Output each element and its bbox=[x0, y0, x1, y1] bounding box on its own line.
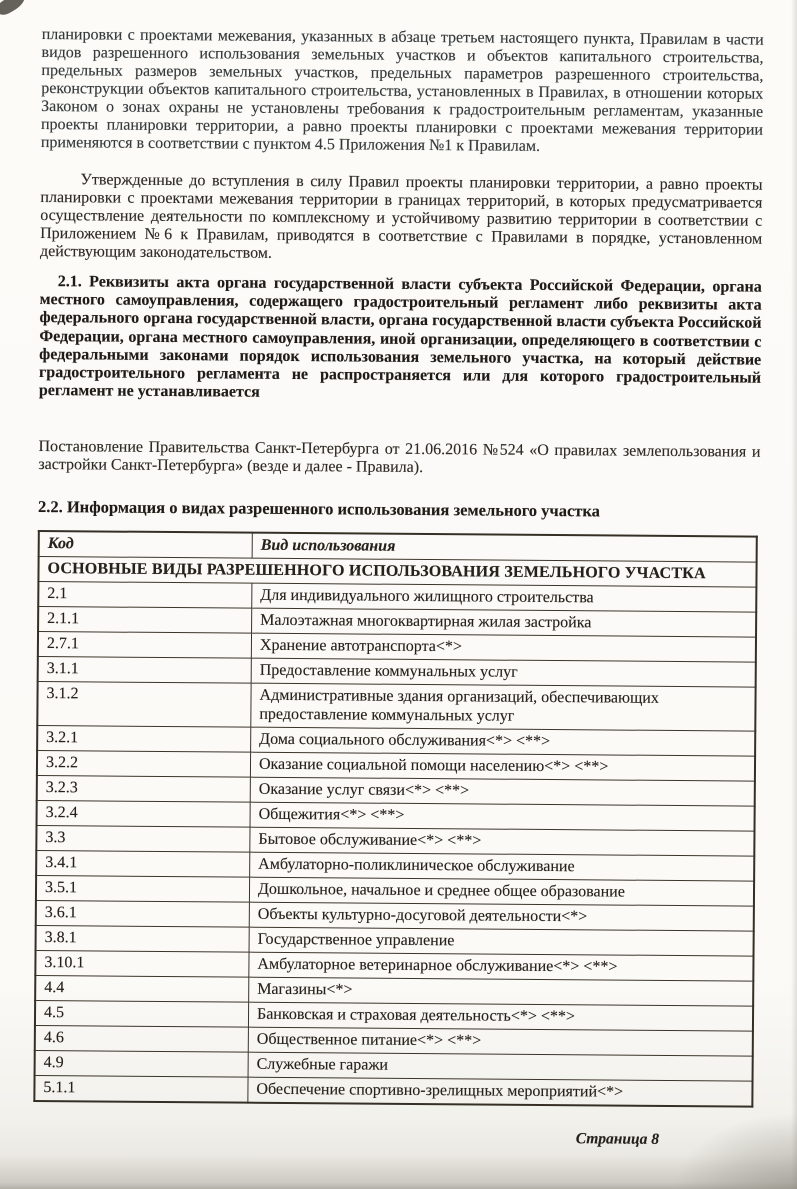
use-cell: Оказание услуг связи<*> <**> bbox=[250, 777, 755, 806]
use-cell: Амбулаторно-поликлиническое обслуживание bbox=[250, 852, 755, 881]
use-cell: Объекты культурно-досуговой деятельности<*> bbox=[249, 902, 754, 931]
use-cell: Обеспечение спортивно-зрелищных мероприятий<*> bbox=[248, 1077, 753, 1106]
section-2-2-heading: 2.2. Информация о видах разрешенного использования земельного участка bbox=[37, 496, 601, 521]
code-column-header: Код bbox=[39, 531, 253, 558]
use-cell: Амбулаторное ветеринарное обслуживание<*> <**> bbox=[249, 952, 754, 981]
table-row bbox=[37, 681, 755, 731]
code-cell: 2.7.1 bbox=[38, 631, 252, 658]
code-cell: 2.1.1 bbox=[38, 606, 252, 633]
code-cell: 4.9 bbox=[35, 1050, 249, 1077]
code-cell: 4.5 bbox=[35, 1000, 249, 1027]
paragraph-continuation: планировки с проектами межевания, указанных в абзаце третьем настоящего пункта, Правилам в части видов разрешенного использования земельных участков и объектов капитального строительства, предельных размеров земельных участков, предельных параметров разрешенного строительства, реконструкции объектов капитального строительства, установленных в Правилах, в отношении которых Законом о зонах охраны не установлены требования к градостроительным регламентам, указанные проекты планировки территории, а равно проекты планировки с проектами межевания территории применяются в соответствии с пунктом 4.5 Приложения №1 к Правилам. bbox=[40, 25, 764, 155]
page-content bbox=[33, 0, 764, 1189]
use-cell: Служебные гаражи bbox=[248, 1052, 753, 1081]
code-cell: 3.1.2 bbox=[37, 681, 251, 727]
code-cell: 3.10.1 bbox=[35, 950, 249, 977]
use-cell: Государственное управление bbox=[249, 927, 754, 956]
code-cell: 3.2.1 bbox=[37, 725, 251, 752]
use-cell: Для индивидуального жилищного строительства bbox=[252, 583, 757, 612]
code-cell: 2.1 bbox=[38, 581, 252, 608]
code-cell: 4.6 bbox=[35, 1025, 249, 1052]
code-cell: 4.4 bbox=[35, 975, 249, 1002]
main-uses-section-label: ОСНОВНЫЕ ВИДЫ РАЗРЕШЕННОГО ИСПОЛЬЗОВАНИЯ ЗЕМЕЛЬНОГО УЧАСТКА bbox=[38, 556, 756, 587]
use-cell: Административные здания организаций, обеспечивающих предоставление коммунальных услуг bbox=[251, 683, 756, 731]
use-cell: Магазины<*> bbox=[249, 977, 754, 1006]
code-cell: 3.1.1 bbox=[38, 656, 252, 683]
use-table-body bbox=[34, 531, 756, 1107]
use-cell: Общежития<*> <**> bbox=[250, 802, 755, 831]
code-cell: 3.6.1 bbox=[36, 900, 250, 927]
page-right-edge-shadow bbox=[791, 0, 797, 1189]
code-cell: 3.5.1 bbox=[36, 875, 250, 902]
use-cell: Общественное питание<*> <**> bbox=[248, 1027, 753, 1056]
use-cell: Хранение автотранспорта<*> bbox=[251, 633, 756, 662]
code-cell: 3.2.4 bbox=[37, 800, 251, 827]
code-cell: 3.3 bbox=[36, 825, 250, 852]
use-cell: Оказание социальной помощи населению<*> <**> bbox=[250, 752, 755, 781]
section-2-1-heading: 2.1. Реквизиты акта органа государственной власти субъекта Российской Федерации, органа местного самоуправления, содержащего градостроительный регламент либо реквизиты акта федерального органа государственной власти, органа государственной власти субъекта Российской Федерации, органа местного самоуправления, иной организации, определяющего в соответствии с федеральными законами порядок использования земельного участка, на который действие градостроительного регламента не распространяется или для которого градостроительный регламент не устанавливается bbox=[38, 273, 762, 401]
page-number-footer: Страница 8 bbox=[575, 1130, 660, 1148]
code-cell: 3.8.1 bbox=[36, 925, 250, 952]
use-cell: Предоставление коммунальных услуг bbox=[251, 658, 756, 687]
use-cell: Дома социального обслуживания<*> <**> bbox=[251, 727, 756, 756]
code-cell: 3.2.2 bbox=[37, 750, 251, 777]
use-cell: Бытовое обслуживание<*> <**> bbox=[250, 827, 755, 856]
table-row bbox=[34, 1075, 752, 1106]
paragraph-transitional-provisions: Утвержденные до вступления в силу Правил проекты планировки территории, а равно проекты планировки с проектами межевания территории в границах территорий, в которых предусматривается осуществление деятельности по комплексному и устойчивому развитию территории в соответствии с Приложением №6 к Правилам, приводятся в соответствие с Правилами в порядке, установленном действующим законодательством. bbox=[39, 171, 763, 262]
corner-scan-artifact bbox=[0, 0, 27, 18]
code-cell: 3.4.1 bbox=[36, 850, 250, 877]
use-cell: Дошкольное, начальное и среднее общее образование bbox=[249, 877, 754, 906]
code-cell: 3.2.3 bbox=[37, 775, 251, 802]
land-use-table bbox=[33, 530, 757, 1108]
code-cell: 5.1.1 bbox=[34, 1075, 248, 1102]
use-cell: Малоэтажная многоквартирная жилая застройка bbox=[252, 608, 757, 637]
regulation-reference-paragraph: Постановление Правительства Санкт-Петербурга от 21.06.2016 №524 «О правилах землепользования и застройки Санкт-Петербурга» (везде и далее - Правила). bbox=[38, 437, 761, 477]
use-cell: Банковская и страховая деятельность<*> <**> bbox=[248, 1002, 753, 1031]
use-column-header: Вид использования bbox=[252, 533, 757, 562]
